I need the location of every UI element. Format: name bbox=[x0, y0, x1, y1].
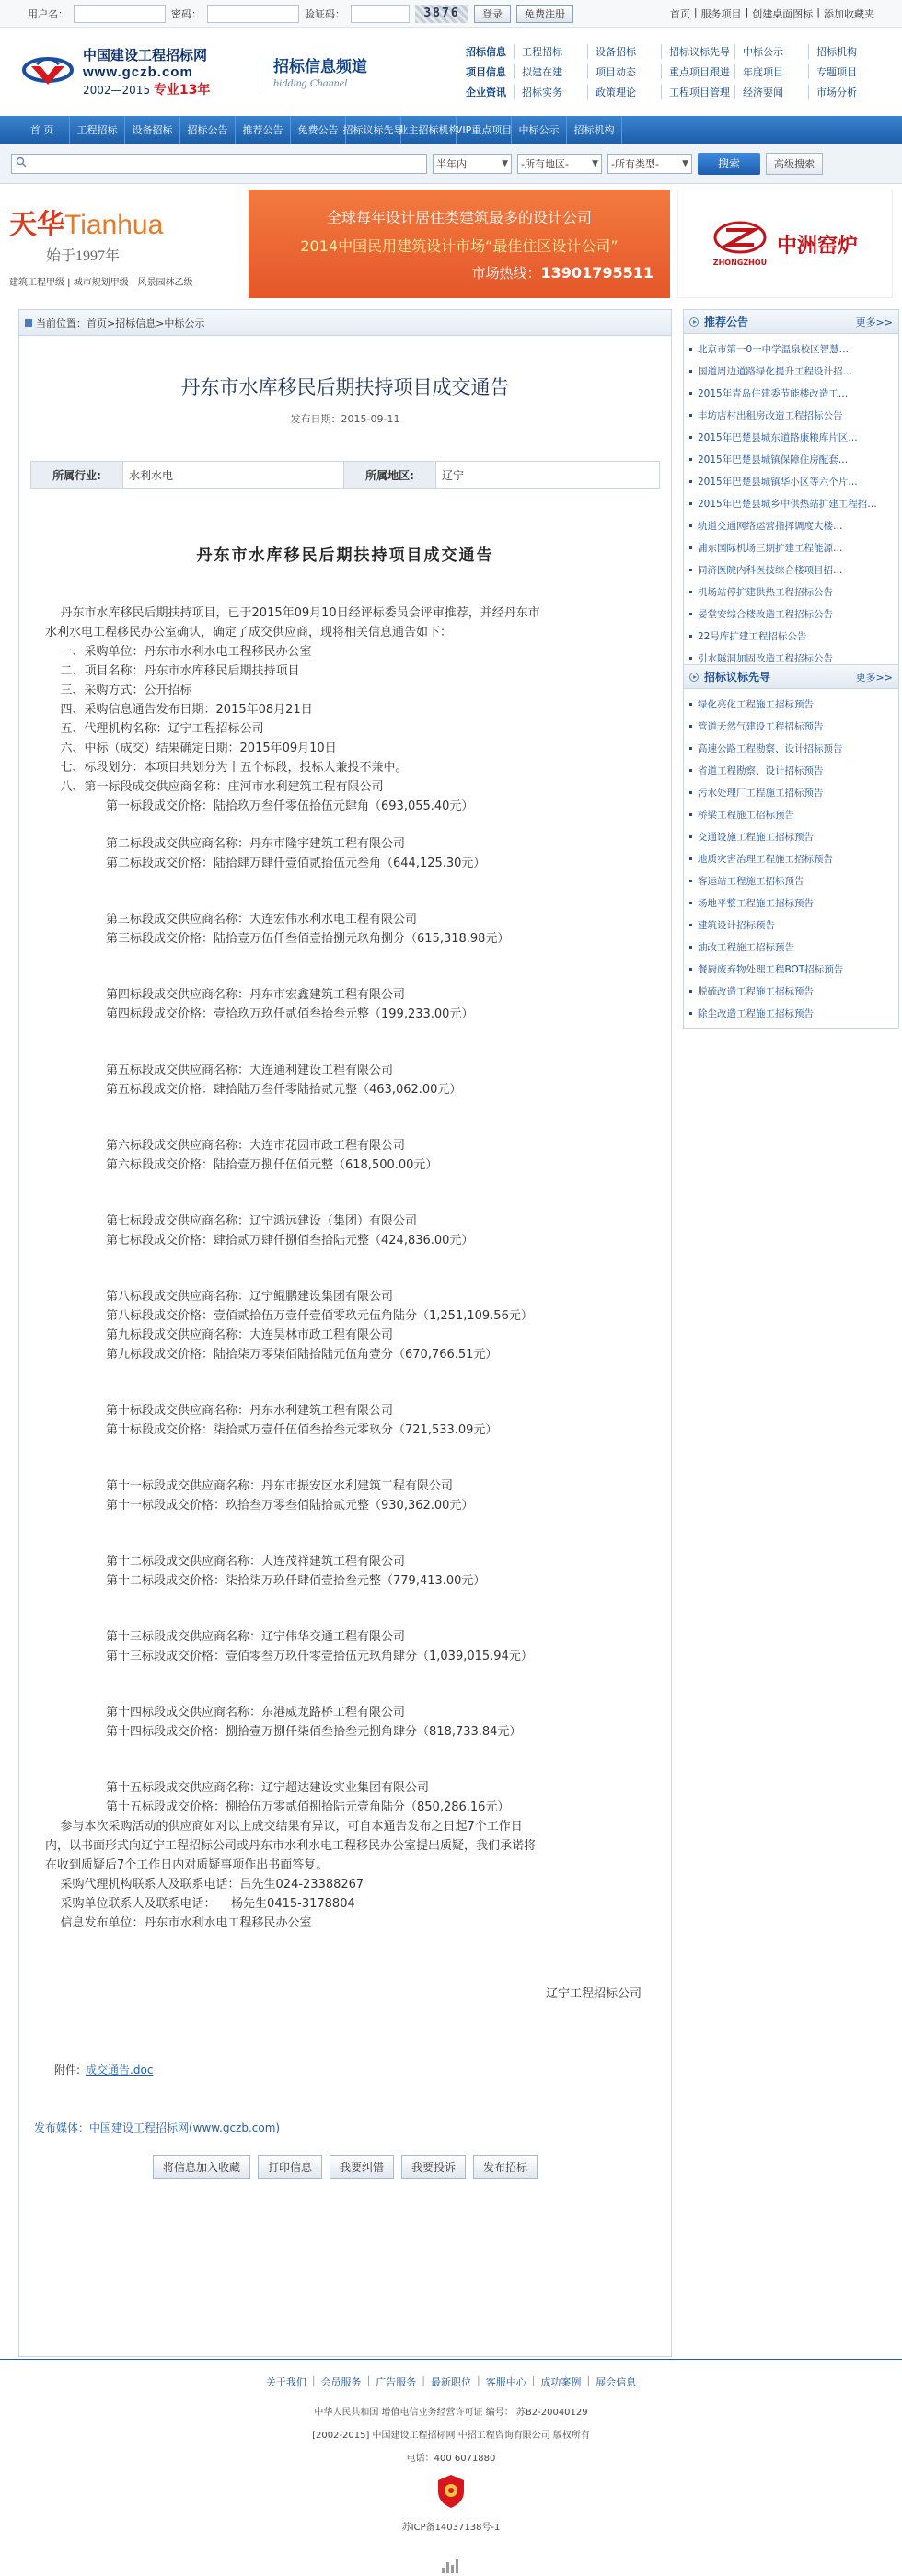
banner-hotline: 13901795511 bbox=[540, 263, 653, 282]
sidebar-list-item[interactable]: 2015年巴楚县城镇保障住房配套… bbox=[688, 448, 895, 470]
lot-supplier: 第十一标段成交供应商名称：丹东市振安区水利建筑工程有限公司 bbox=[106, 1479, 454, 1493]
mainnav-agencies[interactable]: 招标机构 bbox=[567, 116, 622, 144]
top-link-favorites[interactable]: 添加收藏夹 bbox=[824, 7, 874, 20]
recommend-title: 推荐公告 bbox=[704, 316, 749, 328]
chevron-down-icon: ▼ bbox=[592, 158, 598, 168]
doc-item: 二、项目名称：丹东市水库移民后期扶持项目 bbox=[45, 664, 300, 678]
source-media[interactable]: 发布媒体：中国建设工程招标网(www.gczb.com) bbox=[34, 2122, 281, 2134]
bullet-icon bbox=[689, 348, 692, 351]
sidebar-list-item[interactable]: 地质灾害治理工程施工招标预告 bbox=[688, 847, 895, 869]
bullet-icon bbox=[689, 990, 692, 993]
site-logo[interactable] bbox=[20, 45, 260, 98]
footer-link[interactable]: 最新职位 bbox=[431, 2376, 471, 2388]
lot-supplier: 第五标段成交供应商名称：大连通利建设工程有限公司 bbox=[106, 1064, 394, 1077]
brand-name: 中国建设工程招标网 bbox=[83, 47, 208, 63]
sidebar-list-item[interactable]: 2015年巴楚县城镇华小区等六个片… bbox=[688, 470, 895, 492]
sidebar-list-item[interactable]: 22号库扩建工程招标公告 bbox=[688, 625, 895, 647]
tianhua-fields: 建筑工程甲级 | 城市规划甲级 | 风景园林乙级 bbox=[9, 278, 193, 288]
sidebar-list-item[interactable]: 建筑设计招标预告 bbox=[688, 914, 895, 936]
topnav-item[interactable]: 设备招标 bbox=[587, 44, 661, 59]
login-bar bbox=[0, 0, 902, 28]
bullet-icon bbox=[689, 946, 692, 949]
topnav-item[interactable]: 工程项目管理 bbox=[661, 85, 734, 99]
topnav-item[interactable]: 招标机构 bbox=[808, 44, 882, 59]
search-input[interactable] bbox=[11, 154, 427, 174]
print-button[interactable]: 打印信息 bbox=[258, 2155, 322, 2179]
doc-item: 五、代理机构名称：辽宁工程招标公司 bbox=[45, 722, 264, 736]
doc-item: 七、标段划分：本项目共划分为十五个标段，投标人兼投不兼中。 bbox=[45, 761, 408, 775]
attachment-link[interactable]: 成交通告.doc bbox=[86, 2064, 154, 2076]
footer-link[interactable]: 关于我们 bbox=[265, 2376, 306, 2388]
topnav-item[interactable]: 工程招标 bbox=[514, 44, 587, 59]
sidebar-list-item[interactable]: 绿化亮化工程施工招标预告 bbox=[688, 693, 895, 715]
lot-supplier: 第十五标段成交供应商名称：辽宁超达建设实业集团有限公司 bbox=[106, 1781, 430, 1795]
sidebar-list-item[interactable]: 省道工程勘察、设计招标预告 bbox=[688, 759, 895, 781]
lot-supplier: 第四标段成交供应商名称：丹东市宏鑫建筑工程有限公司 bbox=[106, 988, 406, 1002]
tianhua-en: Tianhua bbox=[64, 210, 164, 240]
breadcrumb-text[interactable]: 当前位置：首页>招标信息>中标公示 bbox=[36, 316, 205, 329]
channel-title-en: bidding Channel bbox=[273, 76, 348, 89]
lot-price: 第十一标段成交价格：玖拾叁万零叁佰陆拾贰元整（930,362.00元） bbox=[106, 1499, 474, 1512]
lot-supplier: 第十四标段成交供应商名称：东港威龙路桥工程有限公司 bbox=[106, 1706, 406, 1719]
recommend-list bbox=[684, 334, 898, 673]
lot-price: 第一标段成交价格：陆拾玖万叁仟零伍拾伍元肆角（693,055.40元） bbox=[106, 799, 474, 813]
banner-line1: 全球每年设计居住类建筑最多的设计公司 bbox=[326, 208, 592, 226]
lot-price: 第十四标段成交价格：捌拾壹万捌仟柒佰叁拾叁元捌角肆分（818,733.84元） bbox=[106, 1725, 522, 1739]
main-nav bbox=[0, 116, 902, 144]
logo-mark-icon bbox=[20, 50, 75, 94]
doc-contact: 采购单位联系人及联系电话： 杨先生0415-3178804 bbox=[45, 1897, 355, 1911]
channel-title bbox=[260, 53, 416, 90]
sidebar-list-item[interactable]: 管道天然气建设工程招标预告 bbox=[688, 715, 895, 737]
doc-contact: 采购代理机构联系人及联系电话：吕先生024-23388267 bbox=[45, 1878, 364, 1892]
sidebar-list-item[interactable]: 桥梁工程施工招标预告 bbox=[688, 803, 895, 825]
play-circle-icon bbox=[689, 673, 699, 682]
sidebar-list-item[interactable]: 交通设施工程施工招标预告 bbox=[688, 825, 895, 847]
mainnav-equipment[interactable]: 设备招标 bbox=[125, 116, 180, 144]
footer-copyright: [2002-2015] 中国建设工程招标网 中招工程咨询有限公司 版权所有 bbox=[312, 2431, 590, 2441]
chevron-down-icon: ▼ bbox=[682, 158, 688, 168]
bullet-icon bbox=[689, 703, 692, 706]
lot-supplier: 第三标段成交供应商名称：大连宏伟水利水电工程有限公司 bbox=[106, 913, 418, 926]
bullet-icon bbox=[689, 458, 692, 461]
footer-link[interactable]: 客服中心 bbox=[485, 2376, 526, 2388]
doc-paragraph: 丹东市水库移民后期扶持项目，已于2015年09月10日经评标委员会评审推荐，并经丹东市 bbox=[45, 606, 540, 620]
topnav-item[interactable]: 招标实务 bbox=[514, 85, 587, 99]
top-links: 首页 | 服务项目 | 创建桌面图标 | 添加收藏夹 bbox=[669, 6, 874, 20]
username-input[interactable] bbox=[74, 5, 166, 23]
captcha-input[interactable] bbox=[351, 5, 410, 23]
article-meta bbox=[30, 461, 660, 489]
sidebar-list-item[interactable]: 油改工程施工招标预告 bbox=[688, 936, 895, 958]
mainnav-free[interactable]: 免费公告 bbox=[291, 116, 346, 144]
breadcrumb bbox=[19, 310, 671, 336]
bullet-icon bbox=[689, 370, 692, 373]
doc-item: 一、采购单位：丹东市水利水电工程移民办公室 bbox=[45, 645, 312, 659]
footer-link[interactable]: 会员服务 bbox=[320, 2376, 362, 2388]
bullet-icon bbox=[689, 880, 692, 882]
add-favorite-button[interactable]: 将信息加入收藏 bbox=[153, 2155, 250, 2179]
bullet-icon bbox=[689, 657, 692, 660]
bullet-icon bbox=[689, 791, 692, 794]
pilot-box bbox=[683, 664, 899, 1029]
bullet-icon bbox=[689, 769, 692, 772]
bullet-icon bbox=[689, 747, 692, 750]
mainnav-pilot[interactable]: 招标议标先导 bbox=[346, 116, 401, 144]
date-label: 发布日期： bbox=[290, 413, 341, 425]
bullet-icon bbox=[689, 968, 692, 971]
pilot-more-link[interactable]: 更多>> bbox=[855, 671, 893, 684]
register-button[interactable]: 免费注册 bbox=[516, 5, 573, 23]
search-type-select[interactable]: -所有类型- ▼ bbox=[607, 154, 692, 174]
brand-domain: www.gczb.com bbox=[83, 64, 193, 80]
tianhua-since: 始于1997年 bbox=[46, 248, 121, 264]
site-footer bbox=[0, 2359, 902, 2576]
doc-paragraph: 参与本次采购活动的供应商如对以上成交结果有异议，可自本通告发布之日起7个工作日 bbox=[45, 1820, 523, 1834]
doc-paragraph: 内，以书面形式向辽宁工程招标公司或丹东市水利水电工程移民办公室提出质疑，我们承诺将 bbox=[45, 1839, 537, 1853]
lot-price: 第十五标段成交价格：捌拾伍万零贰佰捌拾陆元壹角陆分（850,286.16元） bbox=[106, 1800, 510, 1814]
sidebar-list-item[interactable]: 引水隧洞加固改造工程招标公告 bbox=[688, 647, 895, 669]
bullet-icon bbox=[689, 591, 692, 593]
lot-price: 第十三标段成交价格：壹佰零叁万玖仟零壹拾伍元玖角肆分（1,039,015.94元） bbox=[106, 1650, 533, 1663]
recommend-box bbox=[683, 309, 899, 673]
search-icon bbox=[16, 156, 27, 171]
tianhua-cn: 天华 bbox=[9, 210, 64, 240]
topnav-item[interactable]: 招标议标先导 bbox=[661, 44, 734, 59]
search-region-select[interactable]: -所有地区- ▼ bbox=[517, 154, 602, 174]
article-panel bbox=[18, 309, 672, 2357]
captcha-image[interactable]: 3876 bbox=[415, 5, 468, 23]
sidebar-list-item[interactable]: 除尘改造工程施工招标预告 bbox=[688, 1002, 895, 1024]
stats-icon[interactable] bbox=[442, 2557, 458, 2573]
lot-supplier: 第六标段成交供应商名称：大连市花园市政工程有限公司 bbox=[106, 1139, 406, 1153]
zhongzhou-en: ZHONGZHOU bbox=[712, 259, 768, 267]
region-label: 所属地区: bbox=[344, 462, 436, 488]
username-label: 用户名： bbox=[28, 7, 68, 20]
bullet-icon bbox=[689, 1012, 692, 1015]
sidebar-list-item[interactable]: 2015年青岛住建委节能楼改造工… bbox=[688, 382, 895, 404]
banner-hotline-label: 市场热线： bbox=[471, 264, 541, 282]
sidebar-list-item[interactable]: 轨道交通网络运营指挥调度大楼… bbox=[688, 514, 895, 536]
ad-banners bbox=[0, 184, 902, 304]
channel-title-cn: 招标信息频道 bbox=[273, 58, 367, 76]
top-link-services[interactable]: 服务项目 bbox=[700, 7, 742, 20]
doc-item: 八、第一标段成交供应商名称：庄河市水利建筑工程有限公司 bbox=[45, 780, 384, 794]
doc-item: 四、采购信息通告发布日期：2015年08月21日 bbox=[45, 703, 313, 717]
banner-zhongzhou[interactable] bbox=[677, 190, 893, 298]
bullet-icon bbox=[689, 613, 692, 615]
doc-item: 六、中标（成交）结果确定日期：2015年09月10日 bbox=[45, 742, 337, 755]
brand-years: 2002—2015 bbox=[83, 84, 151, 97]
footer-license: 中华人民共和国 增值电信业务经营许可证 编号： 苏B2-20040129 bbox=[314, 2408, 588, 2418]
bullet-icon bbox=[689, 813, 692, 816]
search-range-select[interactable]: 半年内 ▼ bbox=[433, 154, 512, 174]
sidebar-list-item[interactable]: 2015年巴楚县城乡中供热站扩建工程招… bbox=[688, 492, 895, 514]
lot-price: 第四标段成交价格：壹拾玖万玖仟贰佰叁拾叁元整（199,233.00元） bbox=[106, 1007, 474, 1021]
captcha-label: 验证码： bbox=[305, 7, 345, 20]
article-actions bbox=[19, 2155, 671, 2179]
mainnav-recommended[interactable]: 推荐公告 bbox=[236, 116, 291, 144]
bullet-icon bbox=[689, 635, 692, 638]
bullet-icon bbox=[689, 725, 692, 728]
attachment bbox=[54, 2061, 645, 2080]
bullet-icon bbox=[689, 524, 692, 527]
topnav-item[interactable]: 政策理论 bbox=[587, 85, 661, 99]
bullet-icon bbox=[689, 414, 692, 417]
footer-nav: 关于我们 | 会员服务 | 广告服务 | 最新职位 | 客服中心 | 成功案例 | 展会信息 bbox=[265, 2375, 637, 2388]
footer-link[interactable]: 成功案例 bbox=[540, 2376, 582, 2388]
bullet-icon bbox=[689, 502, 692, 505]
chevron-down-icon: ▼ bbox=[502, 158, 508, 168]
mainnav-award[interactable]: 中标公示 bbox=[512, 116, 567, 144]
site-header bbox=[0, 28, 902, 116]
recommend-more-link[interactable]: 更多>> bbox=[855, 316, 893, 328]
topnav-item[interactable]: 年度项目 bbox=[734, 64, 808, 79]
sidebar-list-item[interactable]: 丰坊店村出租房改造工程招标公告 bbox=[688, 404, 895, 426]
topnav-item[interactable]: 项目动态 bbox=[587, 64, 661, 79]
zhongzhou-logo-icon bbox=[713, 219, 767, 259]
lot-price: 第二标段成交价格：陆拾肆万肆仟壹佰贰拾伍元叁角（644,125.30元） bbox=[106, 857, 486, 870]
lot-supplier: 第九标段成交供应商名称：大连昊林市政工程有限公司 bbox=[106, 1328, 394, 1342]
lot-price: 第十二标段成交价格：柒拾柒万玖仟肆佰壹拾叁元整（779,413.00元） bbox=[106, 1574, 486, 1588]
footer-link[interactable]: 广告服务 bbox=[376, 2376, 417, 2388]
sidebar-list-item[interactable]: 客运站工程施工招标预告 bbox=[688, 869, 895, 891]
attachment-label: 附件: bbox=[54, 2064, 81, 2076]
mainnav-engineering[interactable]: 工程招标 bbox=[70, 116, 125, 144]
footer-link[interactable]: 展会信息 bbox=[596, 2376, 637, 2388]
mainnav-home[interactable]: 首 页 bbox=[15, 116, 70, 144]
document-title: 丹东市水库移民后期扶持项目成交通告 bbox=[196, 546, 494, 565]
doc-item: 三、采购方式：公开招标 bbox=[45, 684, 192, 697]
lot-price: 第三标段成交价格：陆拾壹万伍仟叁佰壹拾捌元玖角捌分（615,318.98元） bbox=[106, 932, 510, 946]
brand-years-tag: 专业13年 bbox=[153, 83, 211, 98]
footer-phone: 电话：400 6071880 bbox=[406, 2454, 496, 2464]
doc-signature: 辽宁工程招标公司 bbox=[545, 1987, 642, 2001]
bullet-icon bbox=[689, 569, 692, 571]
doc-paragraph: 水利水电工程移民办公室确认，确定了成交供应商，现将相关信息通告如下： bbox=[45, 626, 453, 639]
doc-contact: 信息发布单位：丹东市水利水电工程移民办公室 bbox=[45, 1916, 312, 1930]
search-bar bbox=[0, 144, 902, 184]
region-value: 辽宁 bbox=[442, 468, 465, 482]
industry-value: 水利水电 bbox=[123, 462, 344, 488]
sidebar-list-item[interactable]: 餐厨废弃物处理工程BOT招标预告 bbox=[688, 958, 895, 980]
sidebar-list-item[interactable]: 北京市第一0一中学温泉校区智慧… bbox=[688, 338, 895, 360]
sidebar-list-item[interactable]: 污水处理厂工程施工招标预告 bbox=[688, 781, 895, 803]
publish-bid-button[interactable]: 发布招标 bbox=[473, 2155, 538, 2179]
bullet-icon bbox=[689, 924, 692, 926]
bullet-icon bbox=[689, 392, 692, 395]
lot-price: 第十标段成交价格：柒拾贰万壹仟伍佰叁拾叁元零玖分（721,533.09元） bbox=[106, 1423, 498, 1437]
document-body bbox=[34, 604, 645, 2138]
bullet-icon bbox=[689, 480, 692, 483]
bullet-icon bbox=[689, 835, 692, 838]
topnav-cat-bidding[interactable]: 招标信息 bbox=[466, 46, 506, 58]
topnav-item[interactable]: 市场分析 bbox=[808, 85, 882, 99]
publish-date: 2015-09-11 bbox=[341, 413, 400, 425]
lot-supplier: 第二标段成交供应商名称：丹东市隆宇建筑工程有限公司 bbox=[106, 837, 406, 851]
bullet-icon bbox=[689, 436, 692, 439]
mainnav-owner-agency[interactable]: 业主招标机构 bbox=[401, 116, 457, 144]
lot-price: 第九标段成交价格：陆拾柒万零柒佰陆拾陆元伍角壹分（670,766.51元） bbox=[106, 1348, 498, 1362]
pilot-title: 招标议标先导 bbox=[704, 671, 771, 684]
lot-supplier: 第七标段成交供应商名称：辽宁鸿远建设（集团）有限公司 bbox=[106, 1214, 418, 1228]
lot-price: 第八标段成交价格：壹佰贰拾伍万壹仟壹佰零玖元伍角陆分（1,251,109.56元） bbox=[106, 1309, 533, 1323]
sidebar-list-item[interactable]: 国道周边道路绿化提升工程设计招… bbox=[688, 360, 895, 382]
lot-price: 第七标段成交价格：肆拾贰万肆仟捌佰叁拾陆元整（424,836.00元） bbox=[106, 1234, 474, 1248]
sidebar-list-item[interactable]: 机场站停扩建供热工程招标公告 bbox=[688, 581, 895, 603]
lot-price: 第五标段成交价格：肆拾陆万叁仟零陆拾贰元整（463,062.00元） bbox=[106, 1083, 462, 1097]
zhongzhou-name: 中洲窑炉 bbox=[776, 234, 858, 258]
lot-supplier: 第十三标段成交供应商名称：辽宁伟华交通工程有限公司 bbox=[106, 1630, 406, 1644]
sidebar-list-item[interactable]: 脱硫改造工程施工招标预告 bbox=[688, 980, 895, 1002]
breadcrumb-icon bbox=[25, 319, 32, 327]
sidebar-list-item[interactable]: 浦东国际机场三期扩建工程能源… bbox=[688, 536, 895, 558]
top-link-home[interactable]: 首页 bbox=[669, 7, 690, 20]
topnav-item[interactable]: 专题项目 bbox=[808, 64, 882, 79]
topnav-cat-projects[interactable]: 项目信息 bbox=[466, 66, 506, 78]
sidebar-list-item[interactable]: 同济医院内科医技综合楼项目招… bbox=[688, 558, 895, 581]
mainnav-announcements[interactable]: 招标公告 bbox=[180, 116, 236, 144]
advanced-search-button[interactable]: 高级搜索 bbox=[766, 153, 823, 175]
bullet-icon bbox=[689, 902, 692, 904]
topnav-cat-news[interactable]: 企业资讯 bbox=[466, 86, 506, 98]
complaint-button[interactable]: 我要投诉 bbox=[401, 2155, 466, 2179]
password-label: 密码： bbox=[171, 7, 202, 20]
lot-supplier: 第八标段成交供应商名称：辽宁鲲鹏建设集团有限公司 bbox=[106, 1290, 394, 1304]
bullet-icon bbox=[689, 546, 692, 549]
lot-price: 第六标段成交价格：陆拾壹万捌仟伍佰元整（618,500.00元） bbox=[106, 1158, 438, 1172]
sidebar-list-item[interactable]: 高速公路工程勘察、设计招标预告 bbox=[688, 737, 895, 759]
footer-icp[interactable]: 苏ICP备14037138号-1 bbox=[401, 2523, 501, 2533]
article-title: 丹东市水库移民后期扶持项目成交通告 bbox=[180, 376, 510, 398]
lot-supplier: 第十二标段成交供应商名称：大连茂祥建筑工程有限公司 bbox=[106, 1555, 406, 1569]
lot-supplier: 第十标段成交供应商名称：丹东水利建筑工程有限公司 bbox=[106, 1404, 394, 1418]
sidebar-list-item[interactable]: 晏堂安综合楼改造工程招标公告 bbox=[688, 603, 895, 625]
pilot-list bbox=[684, 689, 898, 1028]
topnav-item[interactable]: 经济要闻 bbox=[734, 85, 808, 99]
topnav-item[interactable]: 中标公示 bbox=[734, 44, 808, 59]
top-category-nav bbox=[466, 44, 882, 99]
banner-design-company[interactable] bbox=[249, 190, 670, 298]
password-input[interactable] bbox=[207, 5, 299, 23]
topnav-item[interactable]: 重点项目跟进 bbox=[661, 64, 734, 79]
mainnav-vip[interactable]: VIP重点项目 bbox=[457, 116, 512, 144]
banner-tianhua[interactable] bbox=[0, 187, 249, 301]
sidebar-list-item[interactable]: 2015年巴楚县城东道路康粮库片区… bbox=[688, 426, 895, 448]
report-error-button[interactable]: 我要纠错 bbox=[330, 2155, 394, 2179]
banner-line2: 2014中国民用建筑设计市场“最佳住区设计公司” bbox=[300, 236, 619, 255]
top-link-desktop-icon[interactable]: 创建桌面图标 bbox=[752, 7, 814, 20]
doc-paragraph: 在收到质疑后7个工作日内对质疑事项作出书面答复。 bbox=[45, 1858, 329, 1872]
sidebar-list-item[interactable]: 场地平整工程施工招标预告 bbox=[688, 891, 895, 914]
login-button[interactable]: 登录 bbox=[474, 5, 511, 23]
search-button[interactable]: 搜索 bbox=[698, 153, 760, 175]
industry-label: 所属行业: bbox=[31, 462, 123, 488]
play-circle-icon bbox=[689, 317, 699, 327]
bullet-icon bbox=[689, 857, 692, 860]
topnav-item[interactable]: 拟建在建 bbox=[514, 64, 587, 79]
police-badge-icon[interactable] bbox=[0, 2473, 902, 2510]
